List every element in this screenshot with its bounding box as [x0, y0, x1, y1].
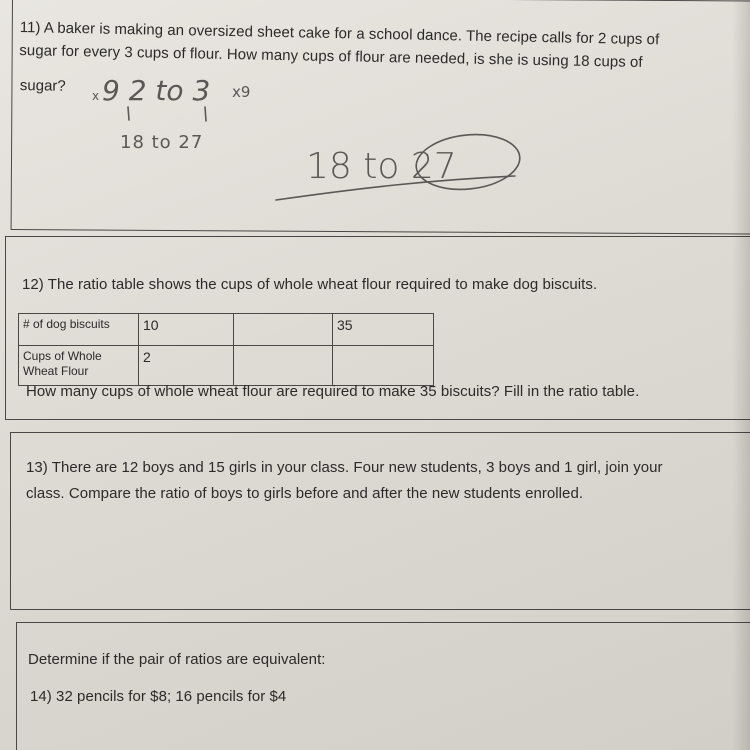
ratio-table — [18, 313, 434, 386]
question-12-followup: How many cups of whole wheat flour are required to make 35 biscuits? Fill in the ratio table. — [26, 383, 640, 400]
row-label-biscuits: # of dog biscuits — [19, 314, 139, 346]
question-14-heading: Determine if the pair of ratios are equivalent: — [28, 651, 326, 668]
table-cell[interactable] — [234, 314, 333, 346]
question-13-line-1: 13) There are 12 boys and 15 girls in your class. Four new students, 3 boys and 1 girl, join your — [26, 459, 663, 476]
row-label-flour-line-1: Cups of Whole — [23, 349, 102, 363]
question-13-line-2: class. Compare the ratio of boys to girls before and after the new students enrolled. — [26, 485, 584, 502]
question-12-text: 12) The ratio table shows the cups of whole wheat flour required to make dog biscuits. — [22, 276, 598, 293]
question-11-line-3: sugar? — [19, 77, 66, 95]
table-cell[interactable]: 35 — [333, 314, 434, 346]
table-cell[interactable]: 2 — [139, 346, 234, 386]
hw-multiplier-left: x — [92, 89, 100, 103]
table-row — [19, 314, 434, 346]
hw-ratio-line-b: 18 to 27 — [120, 132, 204, 153]
hw-answer: 18 to 27 — [306, 146, 457, 187]
hw-ratio-line-a: 9 2 to 3 — [102, 74, 211, 107]
page-shadow — [732, 0, 750, 750]
table-cell[interactable]: 10 — [139, 314, 234, 346]
hw-multiplier-right: x9 — [232, 83, 251, 101]
question-11-line-2: sugar for every 3 cups of flour. How many cups of flour are needed, is she is using 18 cups of — [19, 41, 643, 71]
tick-mark — [128, 107, 129, 120]
question-11-line-1: 11) A baker is making an oversized sheet cake for a school dance. The recipe calls for 2 cups of — [19, 18, 660, 49]
row-label-flour-line-2: Wheat Flour — [23, 364, 89, 378]
question-14-text: 14) 32 pencils for $8; 16 pencils for $4 — [30, 688, 287, 705]
tick-mark — [205, 107, 206, 121]
